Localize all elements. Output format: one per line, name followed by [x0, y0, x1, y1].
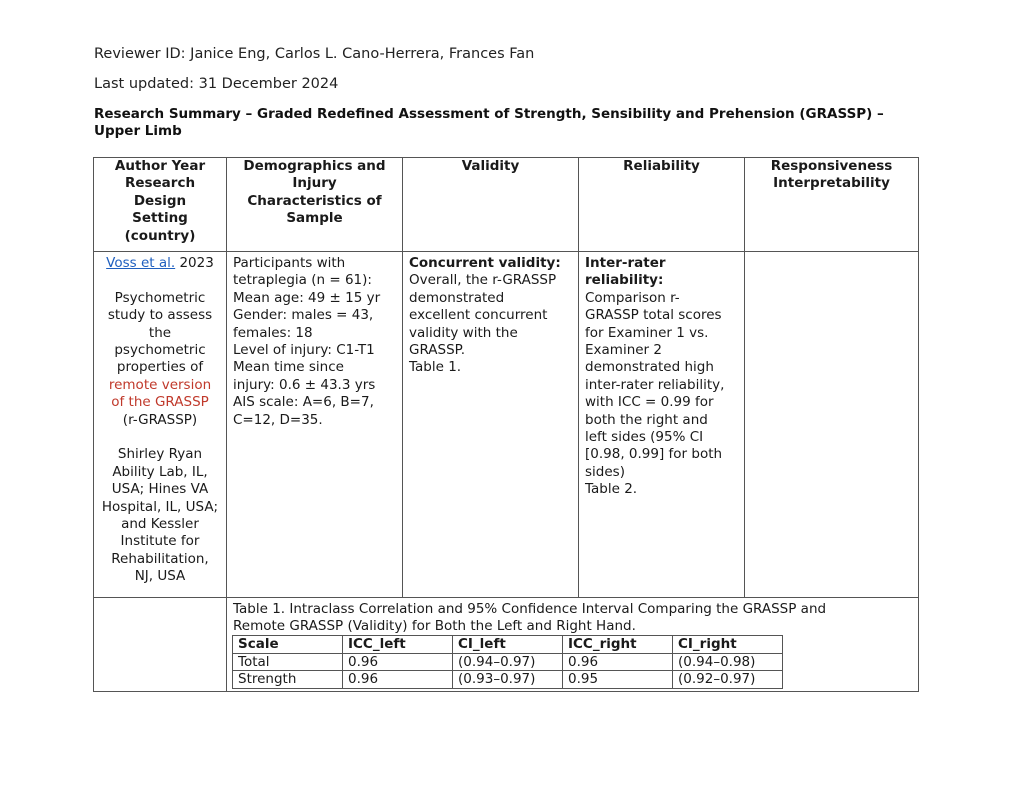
table1-column-header: ICC_left	[343, 636, 453, 654]
text-line: Overall, the r-GRASSP	[409, 272, 557, 289]
text-line: injury: 0.6 ± 43.3 yrs	[233, 376, 376, 393]
table1-row	[94, 598, 919, 692]
reviewer-id: Reviewer ID: Janice Eng, Carlos L. Cano-Herrera, Frances Fan	[94, 46, 535, 62]
research-summary-table	[93, 157, 919, 692]
text-line: Rehabilitation,	[111, 550, 209, 567]
header-text-line: Research	[124, 175, 196, 192]
page-title: Research Summary – Graded Redefined Assessment of Strength, Sensibility and Prehension (GRASSP) – Upper Limb	[94, 106, 884, 139]
text-line: and Kessler	[121, 516, 199, 533]
text-line: GRASSP.	[409, 342, 465, 359]
table1-column-header: ICC_right	[563, 636, 673, 654]
demographics-text	[233, 255, 397, 429]
table1-column-header: CI_right	[673, 636, 783, 654]
text-line: psychometric	[114, 342, 206, 359]
table1-row	[233, 671, 783, 689]
text-line: validity with the	[409, 324, 518, 341]
text-line: the	[148, 324, 172, 341]
text-line: Table 1.	[409, 359, 462, 376]
text-line: study to assess	[107, 307, 213, 324]
responsiveness-cell	[745, 252, 919, 598]
last-updated: Last updated: 31 December 2024	[94, 76, 339, 92]
header-reliability: Reliability	[579, 158, 745, 252]
text-line: tetraplegia (n = 61):	[233, 272, 372, 289]
reliability-cell	[579, 252, 745, 598]
study-design-highlight	[96, 377, 224, 412]
header-author	[94, 158, 227, 252]
text-line: Gender: males = 43,	[233, 307, 374, 324]
text-line: Comparison r-	[585, 289, 680, 306]
text-line: left sides (95% CI	[585, 429, 704, 446]
text-line: Hospital, IL, USA;	[101, 498, 219, 515]
header-text-line: Setting	[132, 210, 188, 227]
header-text-line: (country)	[124, 227, 196, 244]
text-line: USA; Hines VA	[111, 481, 209, 498]
table1-cell: Strength	[233, 671, 343, 689]
validity-heading: Concurrent validity:	[409, 255, 561, 271]
demographics-cell	[227, 252, 403, 598]
header-text-line: Sample	[286, 210, 343, 227]
table1-caption	[227, 598, 918, 635]
text-line: females: 18	[233, 324, 313, 341]
text-line: C=12, D=35.	[233, 411, 323, 428]
text-line: Institute for	[120, 533, 200, 550]
text-line: NJ, USA	[134, 568, 186, 585]
table1-row	[233, 653, 783, 671]
study-design-abbrev: (r-GRASSP)	[122, 411, 198, 428]
table1-cell: (0.92–0.97)	[673, 671, 783, 689]
text-line: [0.98, 0.99] for both	[585, 446, 723, 463]
validity-cell	[403, 252, 579, 598]
table1-cell: 0.96	[343, 671, 453, 689]
text-line: AIS scale: A=6, B=7,	[233, 394, 374, 411]
text-line: Psychometric	[114, 289, 206, 306]
text-line: inter-rater reliability,	[585, 376, 725, 393]
text-line: Shirley Ryan	[117, 446, 203, 463]
header-text-line: Characteristics of	[247, 192, 382, 209]
text-line: excellent concurrent	[409, 307, 548, 324]
table1-column-header: Scale	[233, 636, 343, 654]
study-setting	[96, 446, 224, 585]
header-text-line: Interpretability	[773, 175, 890, 192]
reliability-text	[585, 290, 739, 499]
text-line: sides)	[585, 463, 625, 480]
header-demographics	[227, 158, 403, 252]
header-text-line: Author Year	[114, 158, 206, 174]
table1-cell: 0.96	[563, 653, 673, 671]
table1-header-row	[233, 636, 783, 654]
text-line: with ICC = 0.99 for	[585, 394, 714, 411]
author-design-setting-cell: Voss et al. 2023 Psychometric study to assess the psychometric properties of remote version of the GRASSP (r-GRASSP) Shirley Ryan Ability Lab, IL, USA; Hines VA Hospital, IL, USA; and Kessler Institute for Rehabilitation, NJ, USA	[94, 252, 227, 598]
header-validity: Validity	[403, 158, 579, 252]
table1-cell: (0.94–0.98)	[673, 653, 783, 671]
table1-cell: Total	[233, 653, 343, 671]
caption-line: Table 1. Intraclass Correlation and 95% Confidence Interval Comparing the GRASSP and	[233, 601, 827, 617]
text-line: both the right and	[585, 411, 708, 428]
study-row	[94, 252, 919, 598]
header-text-line: Injury	[292, 175, 337, 192]
header-text-line: Responsiveness	[770, 158, 893, 174]
study-design	[96, 290, 224, 377]
reliability-heading	[585, 255, 739, 290]
text-line: Ability Lab, IL,	[112, 463, 208, 480]
text-line: Participants with	[233, 255, 346, 271]
text-line: demonstrated high	[585, 359, 714, 376]
header-row	[94, 158, 919, 252]
text-line: Mean time since	[233, 359, 344, 376]
table1-cell: (0.94–0.97)	[453, 653, 563, 671]
text-line: Level of injury: C1-T1	[233, 342, 375, 359]
text-line: remote version	[108, 376, 212, 393]
caption-line: Remote GRASSP (Validity) for Both the Left and Right Hand.	[233, 618, 636, 634]
text-line: Mean age: 49 ± 15 yr	[233, 289, 381, 306]
text-line: properties of	[116, 359, 204, 376]
table1-cell: 0.95	[563, 671, 673, 689]
text-line: Table 2.	[585, 481, 638, 498]
table1-column-header: CI_left	[453, 636, 563, 654]
text-line: for Examiner 1 vs.	[585, 324, 709, 341]
validity-text	[409, 272, 573, 376]
text-line: of the GRASSP	[111, 394, 209, 411]
author-link[interactable]: Voss et al.	[106, 255, 176, 271]
header-text-line: Design	[133, 192, 187, 209]
table1-cell: 0.96	[343, 653, 453, 671]
table1-cell: (0.93–0.97)	[453, 671, 563, 689]
header-responsiveness	[745, 158, 919, 252]
empty-cell	[94, 598, 227, 692]
table1-cell	[227, 598, 919, 692]
text-line: reliability:	[585, 272, 664, 289]
text-line: GRASSP total scores	[585, 307, 722, 324]
text-line: Examiner 2	[585, 342, 662, 359]
table1	[232, 635, 783, 689]
header-text-line: Demographics and	[243, 158, 386, 174]
text-line: demonstrated	[409, 289, 505, 306]
text-line: Inter-rater	[585, 255, 666, 271]
